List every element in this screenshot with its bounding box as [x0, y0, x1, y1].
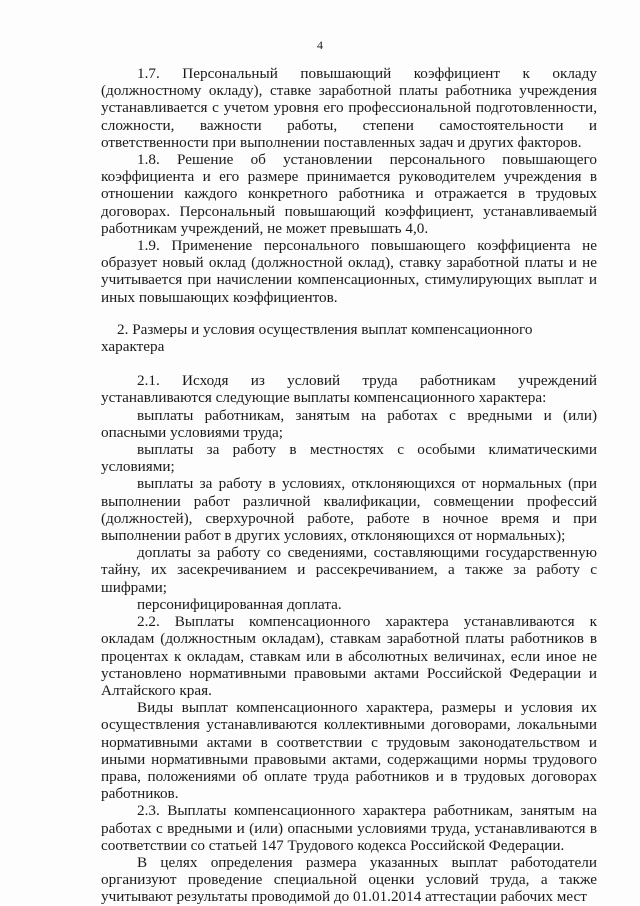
section-2-heading: 2. Размеры и условия осуществления выплат компенсационного характера — [101, 320, 533, 356]
list-item-state-secret: доплаты за работу со сведениями, составляющими государственную тайну, их засекречиванием и рассекречиванием, а также за работу с шифрами; — [101, 544, 597, 596]
list-item-climatic-conditions: выплаты за работу в местностях с особыми климатическими условиями; — [101, 441, 597, 476]
paragraph-special-assessment: В целях определения размера указанных выплат работодатели организуют проведение специальной оценки условий труда, а также учитывают результаты проводимой до 01.01.2014 аттестации рабочих мест — [101, 853, 597, 906]
paragraph-2-2: 2.2. Выплаты компенсационного характера устанавливаются к окладам (должностным окладам), ставкам заработной платы работников в процентах к окладам, ставкам или в абсолютных величинах, если иное не установлено нормативными правовыми актами Российской Федерации и Алтайского края. — [101, 613, 597, 699]
paragraph-1-8: 1.8. Решение об установлении персонального повышающего коэффициента и его размере принимается руководителем учреждения в отношении каждого конкретного работника и отражается в трудовых договорах. Персональный повышающий коэффициент, устанавливаемый работникам учреждений, не может превышать 4,0. — [101, 151, 597, 237]
paragraph-1-9: 1.9. Применение персонального повышающего коэффициента не образует новый оклад (должностной оклад), ставку заработной платы и не учитывается при начислении компенсационных, стимулирующих выплат и иных повышающих коэффициентов. — [101, 237, 597, 306]
page-number: 4 — [317, 38, 323, 52]
list-item-abnormal-conditions: выплаты за работу в условиях, отклоняющихся от нормальных (при выполнении работ различной квалификации, совмещении профессий (должностей), сверхурочной работе, работе в ночное время и при выполнении работ в других условиях, отклоняющихся от нормальных); — [101, 475, 597, 545]
list-item-personal-payment: персонифицированная доплата. — [137, 595, 342, 613]
paragraph-2-1: 2.1. Исходя из условий труда работникам учреждений устанавливаются следующие выплаты компенсационного характера: — [101, 372, 597, 407]
paragraph-types-of-payments: Виды выплат компенсационного характера, размеры и условия их осуществления устанавливаются коллективными договорами, локальными нормативными актами в соответствии с трудовым законодательством и иными нормативными правовыми актами, содержащими нормы трудового права, положениями об оплате труда работников и в трудовых договорах работников. — [101, 699, 597, 803]
paragraph-2-3: 2.3. Выплаты компенсационного характера работникам, занятым на работах с вредными и (или) опасными условиями труда, устанавливаются в соответствии со статьей 147 Трудового кодекса Российской Федерации. — [101, 802, 597, 854]
paragraph-1-7: 1.7. Персональный повышающий коэффициент к окладу (должностному окладу), ставке заработной платы работника учреждения устанавливается с учетом уровня его профессиональной подготовленности, сложности, важности работы, степени самостоятельности и ответственности при выполнении поставленных задач и других факторов. — [101, 65, 597, 151]
document-body — [101, 65, 597, 906]
list-item-harmful-conditions: выплаты работникам, занятым на работах с вредными и (или) опасными условиями труда; — [101, 406, 597, 441]
